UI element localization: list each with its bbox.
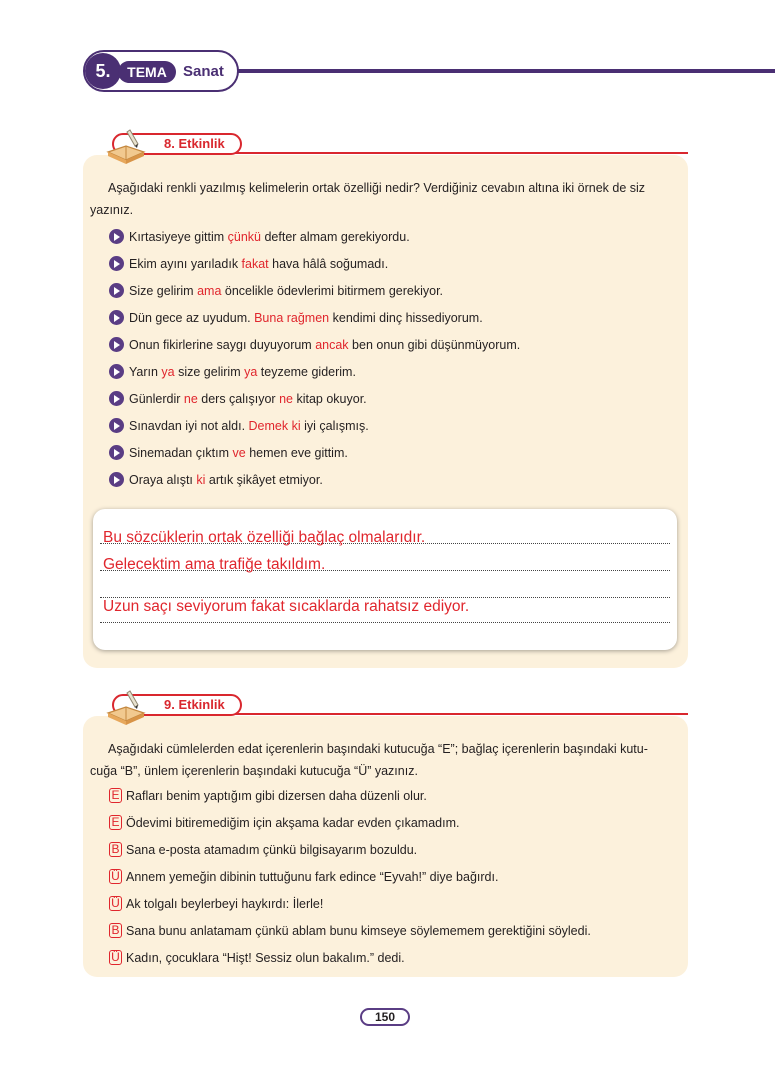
list-item: Oraya alıştı ki artık şikâyet etmiyor. bbox=[109, 470, 520, 497]
instruction-line-2: cuğa “B”, ünlem içerenlerin başındaki kutucuğa “Ü” yazınız. bbox=[90, 764, 418, 778]
answer-checkbox[interactable]: Ü bbox=[109, 896, 122, 911]
arrow-bullet-icon bbox=[109, 418, 124, 433]
answer-checkbox[interactable]: E bbox=[109, 815, 122, 830]
arrow-bullet-icon bbox=[109, 283, 124, 298]
activity-9-title: 9. Etkinlik bbox=[112, 694, 242, 716]
activity-8-instructions bbox=[90, 177, 685, 221]
tema-label: TEMA bbox=[118, 61, 176, 83]
book-icon bbox=[104, 685, 148, 729]
answer-line bbox=[100, 622, 670, 623]
list-item: Dün gece az uyudum. Buna rağmen kendimi dinç hissediyorum. bbox=[109, 308, 520, 335]
arrow-bullet-icon bbox=[109, 256, 124, 271]
arrow-bullet-icon bbox=[109, 472, 124, 487]
answer-checkbox[interactable]: E bbox=[109, 788, 122, 803]
arrow-bullet-icon bbox=[109, 445, 124, 460]
answer-checkbox[interactable]: Ü bbox=[109, 950, 122, 965]
arrow-bullet-icon bbox=[109, 310, 124, 325]
handwritten-answer-2: Gelecektim ama trafiğe takıldım. bbox=[103, 556, 326, 573]
list-item: Ekim ayını yarıladık fakat hava hâlâ soğumadı. bbox=[109, 254, 520, 281]
arrow-bullet-icon bbox=[109, 364, 124, 379]
list-item: Yarın ya size gelirim ya teyzeme giderim. bbox=[109, 362, 520, 389]
book-icon bbox=[104, 124, 148, 168]
page-number: 150 bbox=[360, 1008, 410, 1026]
list-item: E Ödevimi bitiremediğim için akşama kadar evden çıkamadım. bbox=[109, 813, 591, 840]
list-item: E Rafları benim yaptığım gibi dizersen daha düzenli olur. bbox=[109, 786, 591, 813]
activity-8-title: 8. Etkinlik bbox=[112, 133, 242, 155]
list-item: Size gelirim ama öncelikle ödevlerimi bitirmem gerekiyor. bbox=[109, 281, 520, 308]
arrow-bullet-icon bbox=[109, 391, 124, 406]
list-item: Kırtasiyeye gittim çünkü defter almam gerekiyordu. bbox=[109, 227, 520, 254]
header-rule bbox=[230, 69, 775, 73]
list-item: Ü Ak tolgalı beylerbeyi haykırdı: İlerle! bbox=[109, 894, 591, 921]
list-item: B Sana e-posta atamadım çünkü bilgisayarım bozuldu. bbox=[109, 840, 591, 867]
instruction-line-1: Aşağıdaki cümlelerden edat içerenlerin başındaki kutucuğa “E”; bağlaç içerenlerin başındaki kutu- bbox=[108, 742, 648, 756]
answer-checkbox[interactable]: Ü bbox=[109, 869, 122, 884]
answer-checkbox[interactable]: B bbox=[109, 923, 122, 938]
handwritten-answer-1: Bu sözcüklerin ortak özelliği bağlaç olmalarıdır. bbox=[103, 529, 426, 546]
instruction-line-2: yazınız. bbox=[90, 203, 134, 217]
theme-name: Sanat bbox=[183, 63, 224, 80]
activity-9-rule bbox=[230, 713, 688, 715]
list-item: Ü Annem yemeğin dibinin tuttuğunu fark edince “Eyvah!” diye bağırdı. bbox=[109, 867, 591, 894]
arrow-bullet-icon bbox=[109, 229, 124, 244]
instruction-line-1: Aşağıdaki renkli yazılmış kelimelerin ortak özelliği nedir? Verdiğiniz cevabın altına iki örnek de siz bbox=[108, 181, 646, 195]
list-item: Sinemadan çıktım ve hemen eve gittim. bbox=[109, 443, 520, 470]
unit-number: 5. bbox=[85, 53, 121, 89]
list-item: Sınavdan iyi not aldı. Demek ki iyi çalışmış. bbox=[109, 416, 520, 443]
list-item: Günlerdir ne ders çalışıyor ne kitap okuyor. bbox=[109, 389, 520, 416]
list-item: B Sana bunu anlatamam çünkü ablam bunu kimseye söylememem gerektiğini söyledi. bbox=[109, 921, 591, 948]
activity-9-instructions bbox=[90, 738, 685, 782]
arrow-bullet-icon bbox=[109, 337, 124, 352]
activity-9-list bbox=[109, 786, 591, 975]
list-item: Ü Kadın, çocuklara “Hişt! Sessiz olun bakalım.” dedi. bbox=[109, 948, 591, 975]
list-item: Onun fikirlerine saygı duyuyorum ancak ben onun gibi düşünmüyorum. bbox=[109, 335, 520, 362]
handwritten-answer-3: Uzun saçı seviyorum fakat sıcaklarda rahatsız ediyor. bbox=[103, 598, 470, 615]
activity-8-rule bbox=[230, 152, 688, 154]
activity-8-list bbox=[109, 227, 520, 497]
answer-checkbox[interactable]: B bbox=[109, 842, 122, 857]
